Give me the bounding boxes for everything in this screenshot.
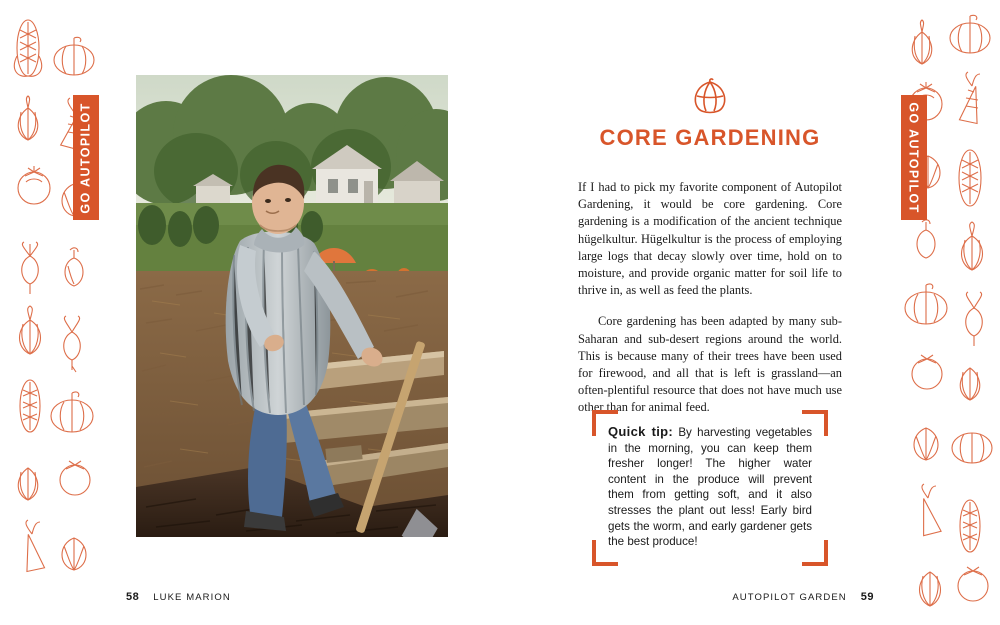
chapter-ornament [578,78,842,123]
cabbage-icon [688,78,732,118]
quick-tip-text-block [608,424,812,550]
side-tab-right [901,95,927,220]
footer-right-label: AUTOPILOT GARDEN [732,592,847,603]
vegetable-pattern-right [900,0,1000,625]
page-title: CORE GARDENING [599,125,821,150]
footer-left-label: LUKE MARION [153,592,231,603]
tip-corner-top-right [802,410,828,436]
tip-corner-bottom-left [592,540,618,566]
quick-tip-box [592,410,828,566]
side-tab-left [73,95,99,220]
quick-tip-body: By harvesting vegetables in the morning, you can keep them fresher longer! The higher water content in the produce will prevent them from getting soft, and it also stresses the plant out less! Early bird gets the worm, and early gardener gets the best produce! [608,426,812,549]
tip-corner-top-left [592,410,618,436]
page-number-right: 59 [860,591,874,603]
vegetable-pattern-left [0,0,100,625]
tip-corner-bottom-right [802,540,828,566]
chapter-photo [136,75,448,537]
side-tab-right-label: GO AUTOPILOT [907,101,921,214]
body-paragraph-1: If I had to pick my favorite component of Autopilot Gardening, it would be core gardening. Core gardening is a modification of the ancient technique hügelkultur. Hügelkultur is the process of employing large logs that decay slowly over time, hold on to moisture, and provide organic matter for soil life to thrive in, as well as feed the plants. [578,180,842,298]
quick-tip-label: Quick tip: [608,424,674,439]
side-tab-left-label: GO AUTOPILOT [79,101,93,214]
footer-left [126,591,231,603]
footer-right [732,591,874,603]
chapter-content [578,78,842,431]
page-number-left: 58 [126,591,140,603]
body-paragraph-2: Core gardening has been adapted by many sub-Saharan and sub-desert regions around the world. This is because many of their trees have been used for firewood, and all that is left is grassland—an often-plentiful resource that does not have much use other than for animal feed. [578,314,842,415]
